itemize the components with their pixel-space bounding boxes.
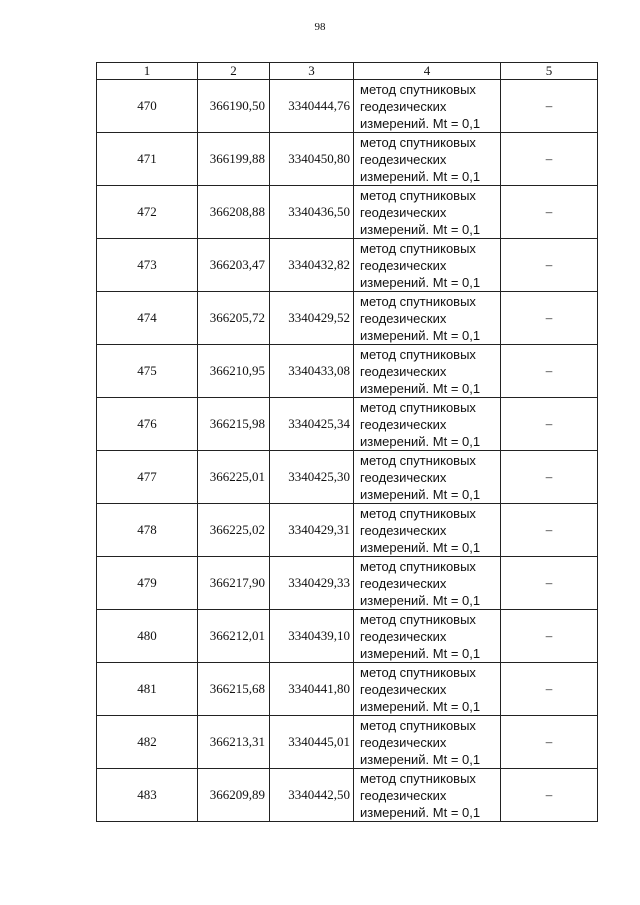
method-line: измерений. Mt = 0,1 xyxy=(360,168,481,184)
y-coordinate-cell: 3340444,76 xyxy=(270,80,354,133)
method-line: измерений. Mt = 0,1 xyxy=(360,539,481,555)
note-cell: – xyxy=(501,610,598,663)
method-line: метод спутниковых xyxy=(360,187,476,203)
method-cell xyxy=(354,663,501,716)
method-cell xyxy=(354,716,501,769)
method-line: геодезических xyxy=(360,204,447,220)
method-line: метод спутниковых xyxy=(360,558,476,574)
point-number-cell: 473 xyxy=(97,239,198,292)
method-cell xyxy=(354,610,501,663)
table-row xyxy=(97,345,598,398)
method-line: измерений. Mt = 0,1 xyxy=(360,221,481,237)
method-line: метод спутниковых xyxy=(360,611,476,627)
method-line: измерений. Mt = 0,1 xyxy=(360,433,481,449)
y-coordinate-cell: 3340432,82 xyxy=(270,239,354,292)
method-line: измерений. Mt = 0,1 xyxy=(360,698,481,714)
method-cell xyxy=(354,239,501,292)
table-row xyxy=(97,610,598,663)
note-cell: – xyxy=(501,345,598,398)
method-line: геодезических xyxy=(360,151,447,167)
method-line: геодезических xyxy=(360,734,447,750)
method-line: метод спутниковых xyxy=(360,399,476,415)
method-cell xyxy=(354,292,501,345)
method-line: метод спутниковых xyxy=(360,134,476,150)
method-cell xyxy=(354,504,501,557)
method-cell xyxy=(354,186,501,239)
point-number-cell: 475 xyxy=(97,345,198,398)
y-coordinate-cell: 3340450,80 xyxy=(270,133,354,186)
page-number: 98 xyxy=(314,21,326,33)
table-row xyxy=(97,716,598,769)
x-coordinate-cell: 366215,68 xyxy=(198,663,270,716)
point-number-cell: 481 xyxy=(97,663,198,716)
y-coordinate-cell: 3340441,80 xyxy=(270,663,354,716)
method-line: метод спутниковых xyxy=(360,505,476,521)
x-coordinate-cell: 366215,98 xyxy=(198,398,270,451)
x-coordinate-cell: 366225,01 xyxy=(198,451,270,504)
table-row xyxy=(97,133,598,186)
table-row xyxy=(97,663,598,716)
note-cell: – xyxy=(501,80,598,133)
point-number-cell: 479 xyxy=(97,557,198,610)
header-col-2: 2 xyxy=(198,63,270,80)
note-cell: – xyxy=(501,398,598,451)
table-row xyxy=(97,769,598,822)
point-number-cell: 477 xyxy=(97,451,198,504)
method-line: геодезических xyxy=(360,787,447,803)
table-row xyxy=(97,292,598,345)
note-cell: – xyxy=(501,557,598,610)
method-line: метод спутниковых xyxy=(360,664,476,680)
method-line: геодезических xyxy=(360,416,447,432)
method-line: измерений. Mt = 0,1 xyxy=(360,486,481,502)
x-coordinate-cell: 366217,90 xyxy=(198,557,270,610)
x-coordinate-cell: 366225,02 xyxy=(198,504,270,557)
method-line: геодезических xyxy=(360,310,447,326)
method-line: измерений. Mt = 0,1 xyxy=(360,274,481,290)
header-col-5: 5 xyxy=(501,63,598,80)
method-line: метод спутниковых xyxy=(360,717,476,733)
method-cell xyxy=(354,557,501,610)
point-number-cell: 472 xyxy=(97,186,198,239)
note-cell: – xyxy=(501,663,598,716)
x-coordinate-cell: 366208,88 xyxy=(198,186,270,239)
y-coordinate-cell: 3340429,33 xyxy=(270,557,354,610)
header-col-1: 1 xyxy=(97,63,198,80)
method-line: геодезических xyxy=(360,469,447,485)
coordinates-table xyxy=(96,62,598,822)
method-line: метод спутниковых xyxy=(360,240,476,256)
method-line: метод спутниковых xyxy=(360,346,476,362)
table-row xyxy=(97,186,598,239)
method-cell xyxy=(354,133,501,186)
x-coordinate-cell: 366190,50 xyxy=(198,80,270,133)
y-coordinate-cell: 3340445,01 xyxy=(270,716,354,769)
note-cell: – xyxy=(501,451,598,504)
method-line: измерений. Mt = 0,1 xyxy=(360,751,481,767)
method-cell xyxy=(354,345,501,398)
method-line: геодезических xyxy=(360,98,447,114)
y-coordinate-cell: 3340429,52 xyxy=(270,292,354,345)
method-line: измерений. Mt = 0,1 xyxy=(360,592,481,608)
method-line: измерений. Mt = 0,1 xyxy=(360,645,481,661)
x-coordinate-cell: 366199,88 xyxy=(198,133,270,186)
header-col-4: 4 xyxy=(354,63,501,80)
table-row xyxy=(97,80,598,133)
note-cell: – xyxy=(501,716,598,769)
point-number-cell: 470 xyxy=(97,80,198,133)
table-row xyxy=(97,239,598,292)
table-row xyxy=(97,504,598,557)
note-cell: – xyxy=(501,769,598,822)
method-cell xyxy=(354,769,501,822)
method-line: метод спутниковых xyxy=(360,452,476,468)
method-line: измерений. Mt = 0,1 xyxy=(360,327,481,343)
point-number-cell: 483 xyxy=(97,769,198,822)
x-coordinate-cell: 366203,47 xyxy=(198,239,270,292)
y-coordinate-cell: 3340425,30 xyxy=(270,451,354,504)
header-col-3: 3 xyxy=(270,63,354,80)
method-line: геодезических xyxy=(360,628,447,644)
table-row xyxy=(97,398,598,451)
method-line: геодезических xyxy=(360,522,447,538)
y-coordinate-cell: 3340429,31 xyxy=(270,504,354,557)
x-coordinate-cell: 366205,72 xyxy=(198,292,270,345)
method-line: измерений. Mt = 0,1 xyxy=(360,804,481,820)
method-cell xyxy=(354,398,501,451)
method-line: измерений. Mt = 0,1 xyxy=(360,115,481,131)
x-coordinate-cell: 366210,95 xyxy=(198,345,270,398)
table-header-row xyxy=(97,63,598,80)
point-number-cell: 480 xyxy=(97,610,198,663)
point-number-cell: 474 xyxy=(97,292,198,345)
note-cell: – xyxy=(501,292,598,345)
method-line: метод спутниковых xyxy=(360,293,476,309)
x-coordinate-cell: 366213,31 xyxy=(198,716,270,769)
point-number-cell: 482 xyxy=(97,716,198,769)
y-coordinate-cell: 3340433,08 xyxy=(270,345,354,398)
method-line: измерений. Mt = 0,1 xyxy=(360,380,481,396)
y-coordinate-cell: 3340439,10 xyxy=(270,610,354,663)
method-line: геодезических xyxy=(360,363,447,379)
point-number-cell: 476 xyxy=(97,398,198,451)
x-coordinate-cell: 366212,01 xyxy=(198,610,270,663)
method-line: геодезических xyxy=(360,681,447,697)
note-cell: – xyxy=(501,239,598,292)
point-number-cell: 478 xyxy=(97,504,198,557)
method-line: метод спутниковых xyxy=(360,770,476,786)
note-cell: – xyxy=(501,186,598,239)
table-body xyxy=(97,80,598,822)
table-row xyxy=(97,451,598,504)
y-coordinate-cell: 3340436,50 xyxy=(270,186,354,239)
method-line: метод спутниковых xyxy=(360,81,476,97)
point-number-cell: 471 xyxy=(97,133,198,186)
y-coordinate-cell: 3340425,34 xyxy=(270,398,354,451)
note-cell: – xyxy=(501,504,598,557)
method-line: геодезических xyxy=(360,257,447,273)
y-coordinate-cell: 3340442,50 xyxy=(270,769,354,822)
table-row xyxy=(97,557,598,610)
note-cell: – xyxy=(501,133,598,186)
x-coordinate-cell: 366209,89 xyxy=(198,769,270,822)
method-cell xyxy=(354,80,501,133)
method-cell xyxy=(354,451,501,504)
method-line: геодезических xyxy=(360,575,447,591)
